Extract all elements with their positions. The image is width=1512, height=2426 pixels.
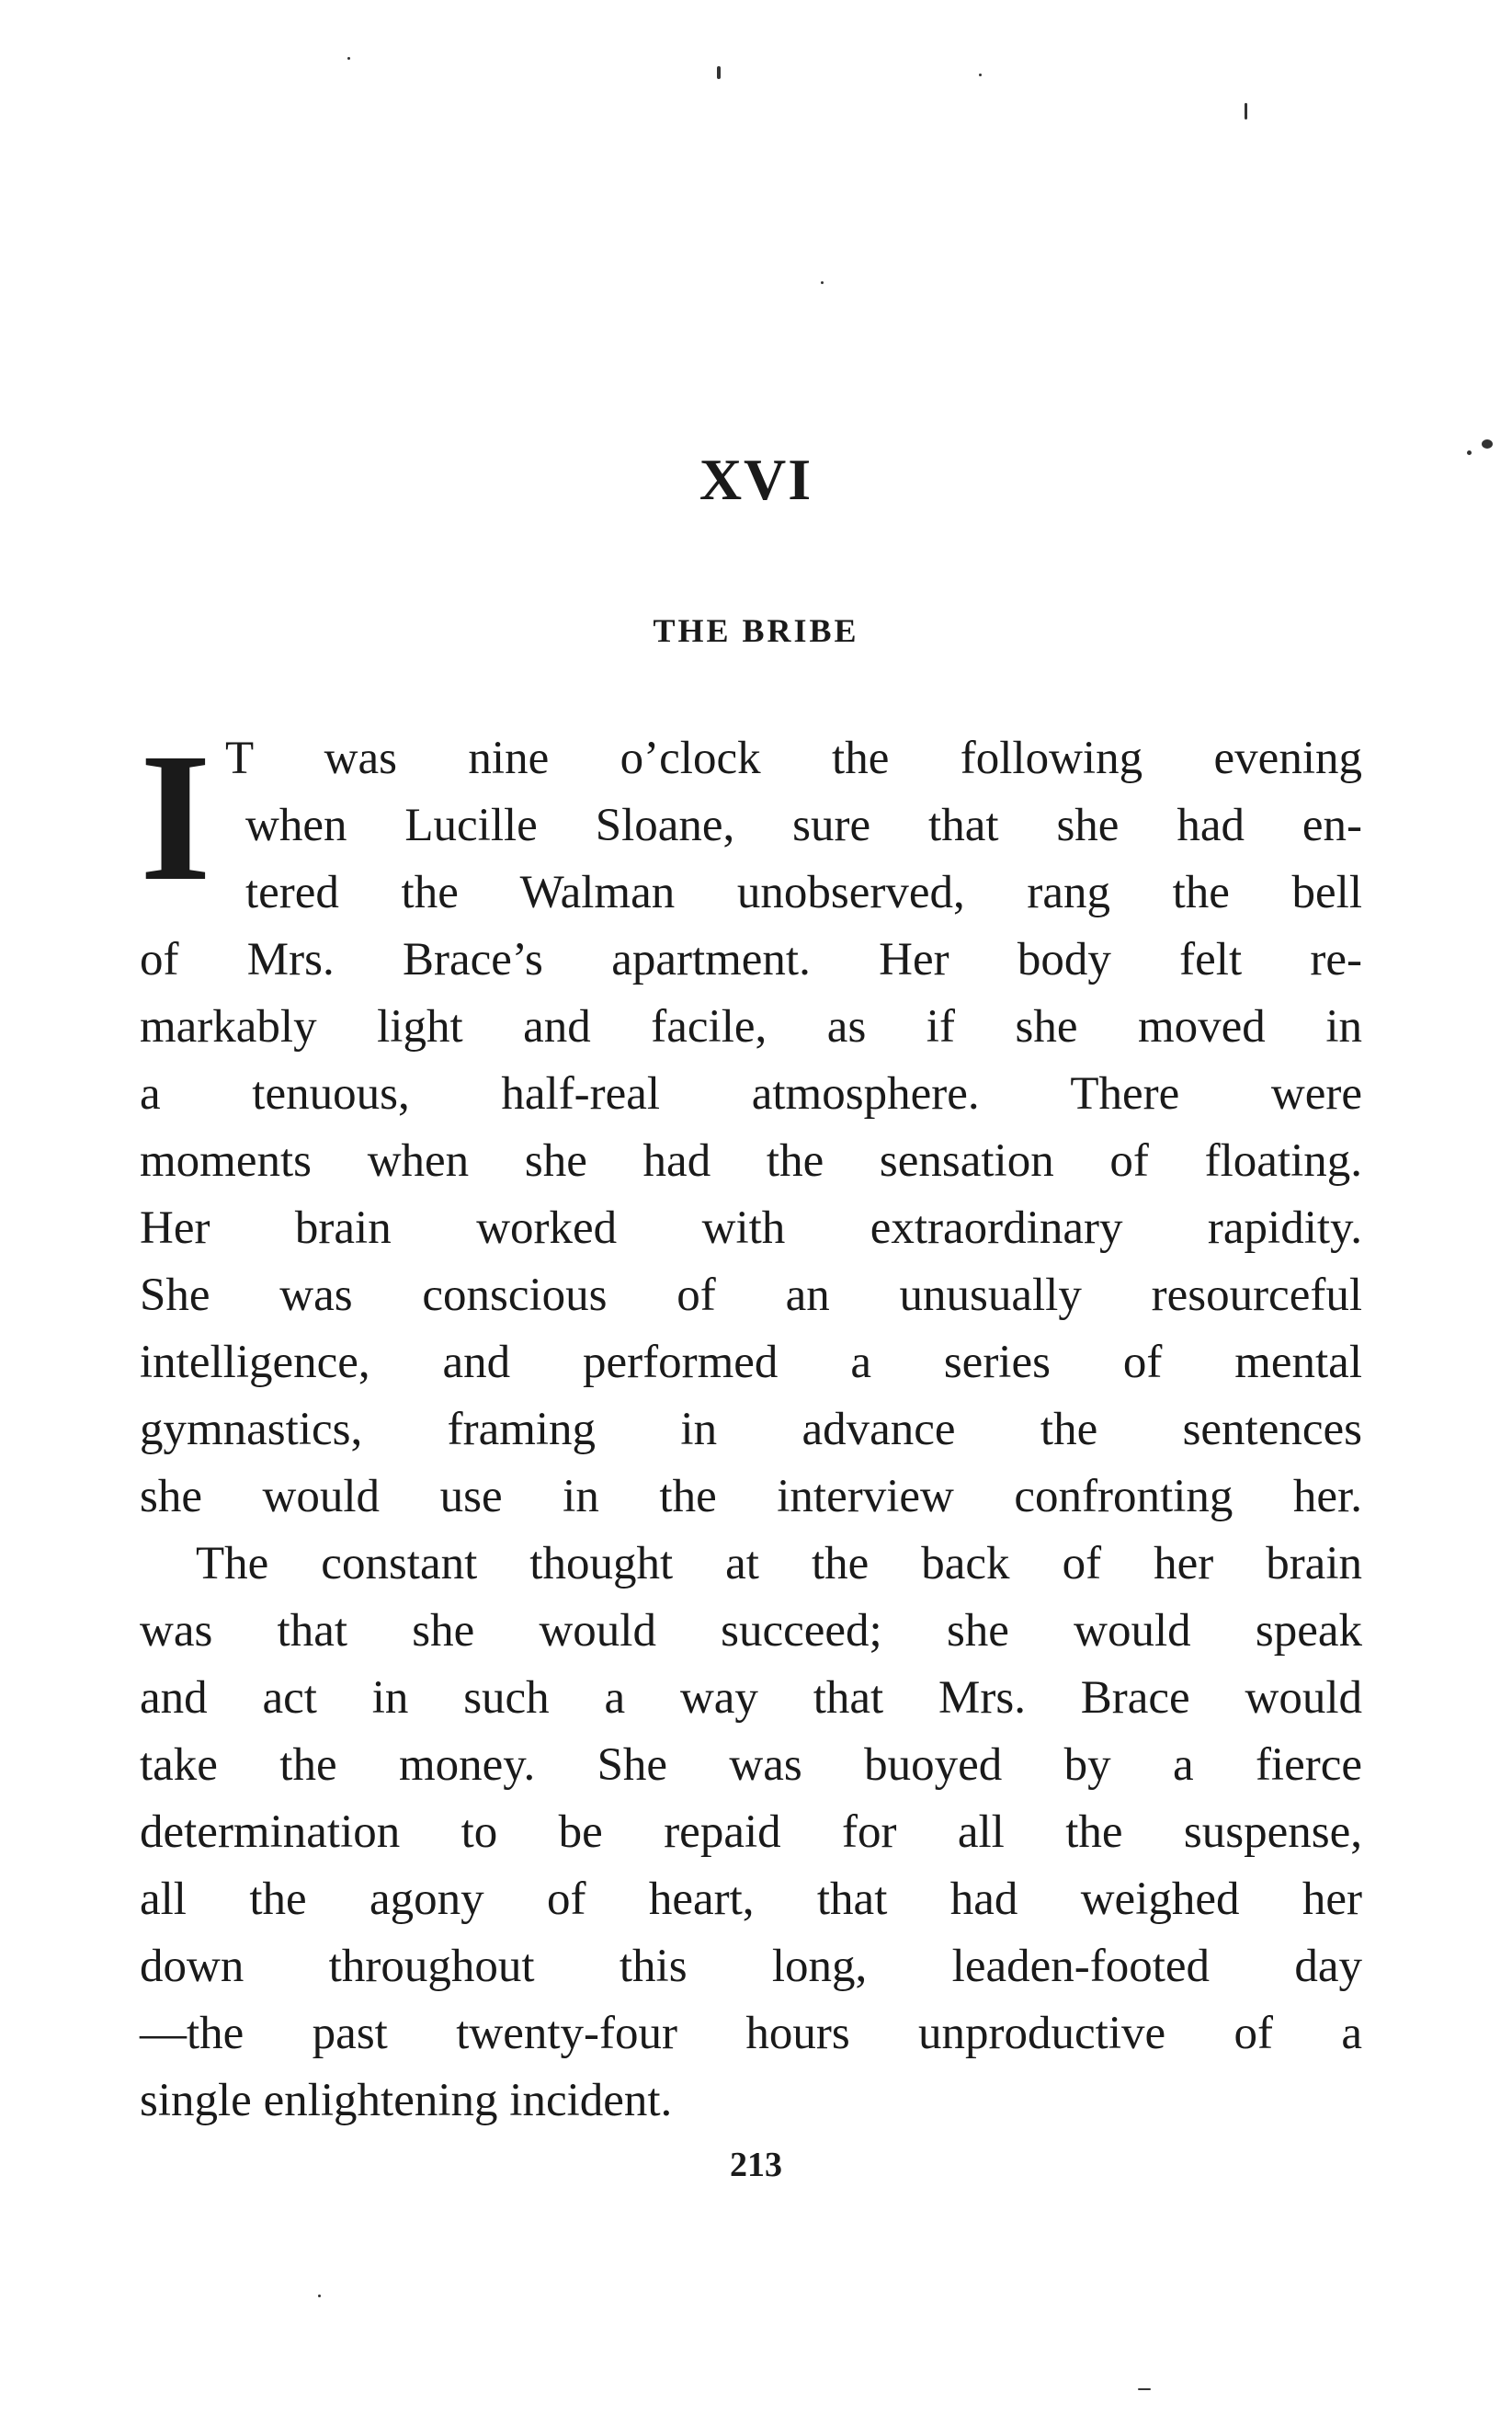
text-line: take the money. She was buoyed by a fierce <box>140 1739 1362 1791</box>
text-line: T was nine o’clock the following evening <box>225 733 1362 784</box>
chapter-number: XVI <box>699 447 813 512</box>
text-line: when Lucille Sloane, sure that she had en- <box>245 800 1362 851</box>
scan-speck <box>1245 103 1247 120</box>
text-line: gymnastics, framing in advance the sentences <box>140 1404 1362 1455</box>
page-number: 213 <box>730 2146 782 2184</box>
text-line: all the agony of heart, that had weighed her <box>140 1874 1362 1925</box>
scan-speck <box>717 66 721 79</box>
text-line: intelligence, and performed a series of mental <box>140 1337 1362 1388</box>
scan-speck <box>979 74 982 76</box>
text-line: single enlightening incident. <box>140 2075 673 2126</box>
scan-speck <box>1138 2388 1151 2390</box>
scan-speck <box>318 2295 321 2297</box>
text-line: a tenuous, half-real atmosphere. There were <box>140 1068 1362 1120</box>
text-line: moments when she had the sensation of floating. <box>140 1135 1362 1187</box>
text-line: tered the Walman unobserved, rang the bell <box>245 867 1362 918</box>
text-line: The constant thought at the back of her brain <box>196 1538 1362 1589</box>
text-line: of Mrs. Brace’s apartment. Her body felt re- <box>140 934 1362 985</box>
text-line: she would use in the interview confronting her. <box>140 1471 1362 1522</box>
scan-speck <box>1482 439 1493 449</box>
scan-speck <box>347 57 350 60</box>
text-line: —the past twenty-four hours unproductive of a <box>140 2008 1362 2059</box>
scan-speck <box>821 281 824 284</box>
text-line: was that she would succeed; she would speak <box>140 1605 1362 1657</box>
text-line: Her brain worked with extraordinary rapidity. <box>140 1202 1362 1254</box>
text-line: She was conscious of an unusually resourceful <box>140 1270 1362 1321</box>
text-line: down throughout this long, leaden-footed day <box>140 1941 1362 1992</box>
text-line: markably light and facile, as if she moved in <box>140 1001 1362 1053</box>
chapter-title: THE BRIBE <box>653 612 859 649</box>
text-line: and act in such a way that Mrs. Brace would <box>140 1672 1362 1724</box>
drop-cap: I <box>140 716 211 919</box>
text-line: determination to be repaid for all the suspense, <box>140 1806 1362 1858</box>
